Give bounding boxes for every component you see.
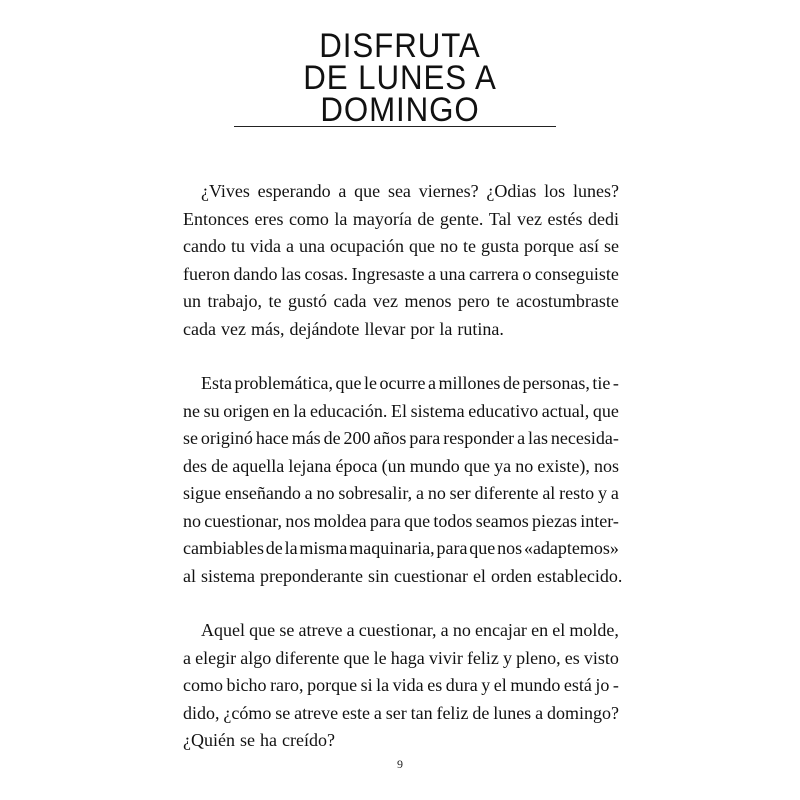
word: está [563,675,592,695]
word: a [183,647,191,668]
word: sobresalir, [338,483,413,503]
text-line [183,480,619,508]
word: orden [490,565,532,586]
word: o [522,263,532,284]
word: para [369,510,401,531]
text-line [183,178,619,206]
word: lunes [493,702,532,723]
text-line [183,672,619,700]
word: ser [449,483,471,503]
word: des [183,455,207,476]
word: todos [433,510,473,531]
word: que [592,400,619,421]
word: jo [595,675,610,695]
word: sistema [410,400,465,421]
text-line [183,645,619,673]
word: una [439,263,466,284]
word: a [415,483,424,503]
word: lunes? [572,181,619,201]
word: cuestionar, [204,510,283,531]
word: millones [438,373,501,393]
text-line [183,370,619,398]
word: lejana [288,455,332,476]
word: pleno, [516,647,561,668]
word: vez [372,291,398,311]
word: vida [392,675,424,695]
text-line [183,316,619,344]
word: cosas. [304,263,348,284]
word: que [354,181,381,201]
word: se [279,620,295,640]
word: - [612,675,619,695]
word: en [531,620,549,640]
paragraph-3 [183,617,619,755]
word: te [496,291,510,311]
word: no [515,455,534,476]
text-line [183,261,619,289]
word: a [427,263,436,284]
word: aquella [232,455,285,476]
word: gustó [287,291,327,311]
word: ser [385,702,407,723]
word: ha [259,730,277,750]
word: maquinaria, [349,538,435,558]
word: enseñando [224,483,301,503]
word: de [323,428,341,448]
word: gusta [480,236,519,256]
word: feliz [436,702,469,723]
word: hace [255,428,289,448]
word: conseguiste [534,263,619,284]
word: le [373,647,387,668]
word: (un [381,455,406,476]
word: de [502,373,520,393]
word: que [335,373,362,393]
word: nos [285,510,311,531]
word: atreve [298,620,343,640]
word: estés [547,208,583,229]
word: mundo [409,455,460,476]
word: actual, [541,400,590,421]
text-line [183,206,619,234]
word: a [427,373,436,393]
word: para [409,428,441,448]
word: no [316,483,335,503]
word: le [363,373,377,393]
word: se [239,730,255,750]
word: de [211,455,229,476]
word: atreve [294,702,339,723]
word: tie [592,373,611,393]
word: sigue [183,483,221,503]
word: seamos [475,510,529,531]
word: que [408,236,435,256]
word: domingo? [546,702,619,723]
word: y [598,483,607,503]
word: ¿Odias [486,181,537,201]
word: que [469,538,496,558]
word: elegir [195,647,237,668]
word: llevar [364,318,406,339]
word: esperando [257,181,331,201]
word: sin [367,565,389,586]
word: dejándote [289,318,360,339]
word: piezas [532,510,577,531]
word: ¿Quién [183,730,235,750]
word: problemática, [234,373,333,393]
word: visto [583,647,619,668]
text-line [183,425,619,453]
word: - [612,373,619,393]
word: ¿Vives [201,181,250,201]
word: años [373,428,407,448]
text-line [183,617,619,645]
word: se [275,702,291,723]
word: la [284,538,298,558]
word: misma [299,538,348,558]
word: resto [559,483,595,503]
word: a [517,428,526,448]
word: y [481,675,491,695]
word: la [293,400,307,421]
word: dedi [588,208,619,229]
chapter-title [0,27,800,129]
word: a [440,620,449,640]
word: su [203,400,220,421]
word: en [272,400,290,421]
word: cada [333,291,367,311]
word: mayoría [352,208,412,229]
word: Aquel [201,620,245,640]
word: te [462,236,476,256]
word: inter- [580,510,619,531]
text-line [183,535,619,563]
word: no [452,620,471,640]
word: vida [250,236,281,256]
word: moldea [313,510,367,531]
word: cando [183,236,226,256]
word: raro, [270,675,304,695]
word: si [360,675,373,695]
word: porque [307,675,358,695]
word: origen [223,400,270,421]
word: Esta [201,373,232,393]
word: el [552,620,566,640]
word: que [249,620,276,640]
word: un [183,291,201,311]
word: mundo [510,675,561,695]
word: se [603,236,619,256]
word: porque [523,236,574,256]
word: como [288,208,329,229]
word: una [299,236,325,256]
word: creído? [281,730,335,750]
word: se [183,428,198,448]
word: viernes? [418,181,479,201]
paragraph-2 [183,370,623,590]
word: es [564,647,580,668]
word: «adaptemos» [523,538,619,558]
text-line [183,700,619,728]
word: la [439,318,453,339]
paragraph-1 [183,178,619,343]
word: Ingresaste [351,263,425,284]
paragraph-spacer [183,590,619,617]
word: Entonces [183,208,249,229]
text-line [183,727,619,755]
word: educación. [309,400,388,421]
word: ocurre [379,373,426,393]
word: que [463,455,490,476]
word: tan [410,702,433,723]
chapter-title-line-3: DOMINGO [320,91,480,129]
word: el [493,675,507,695]
word: que [404,510,431,531]
word: más, [250,318,285,339]
word: sistema [201,565,255,586]
text-line [183,563,623,591]
word: diferente [474,483,539,503]
word: la [376,675,390,695]
word: diferente [275,647,340,668]
word: preponderante [260,565,363,586]
word: los [544,181,566,201]
word: feliz [466,647,499,668]
word: dando [233,263,278,284]
word: dido, [183,702,220,723]
word: necesida- [550,428,619,448]
word: bicho [226,675,267,695]
word: trabajo, [207,291,262,311]
word: sea [387,181,411,201]
word: fueron [183,263,230,284]
word: haga [390,647,425,668]
word: por [410,318,435,339]
text-line [183,233,619,261]
chapter-title-line-2: DE LUNES A [303,59,497,97]
word: que [343,647,370,668]
word: te [268,291,282,311]
word: dura [445,675,478,695]
title-underline-rule [234,126,556,127]
word: a [286,236,294,256]
chapter-body [183,178,623,755]
word: este [341,702,370,723]
word: ya [494,455,512,476]
word: de [417,208,435,229]
word: educativo [468,400,539,421]
word: ne [183,400,200,421]
word: acostumbraste [515,291,619,311]
text-line [183,288,619,316]
text-line [183,508,619,536]
word: de [472,702,490,723]
word: rutina. [457,318,504,339]
word: al [542,483,556,503]
word: vez [220,318,246,339]
word: pero [457,291,490,311]
word: ocupación [330,236,404,256]
word: las [280,263,301,284]
word: no [439,236,458,256]
word: no [427,483,446,503]
word: más [291,428,321,448]
word: no [183,510,201,531]
word: a [338,181,347,201]
word: las [528,428,548,448]
word: existe), [537,455,590,476]
word: y [503,647,513,668]
word: el [472,565,486,586]
paragraph-spacer [183,343,619,370]
word: es [427,675,443,695]
chapter-title-line-1: DISFRUTA [319,27,481,65]
word: originó [200,428,253,448]
word: carrera [468,263,519,284]
word: encajar [474,620,527,640]
word: Tal [488,208,512,229]
word: como [183,675,223,695]
word: cambiables [183,538,264,558]
page-number: 9 [397,757,403,771]
word: a [346,620,355,640]
word: establecido. [536,565,623,586]
word: a [535,702,544,723]
word: al [183,565,196,586]
word: nos [593,455,619,476]
word: a [373,702,382,723]
word: molde, [569,620,619,640]
word: la [334,208,348,229]
word: 200 [343,428,371,448]
word: gente. [439,208,484,229]
word: así [578,236,599,256]
word: nos [497,538,523,558]
word: eres [254,208,284,229]
word: personas, [522,373,590,393]
word: cada [183,318,216,339]
word: vez [517,208,543,229]
word: menos [404,291,452,311]
word: responder [443,428,515,448]
word: cuestionar [393,565,468,586]
word: para [436,538,468,558]
word: tu [230,236,245,256]
word: El [391,400,408,421]
word: ¿cómo [223,702,272,723]
word: vivir [428,647,463,668]
word: algo [240,647,272,668]
text-line [183,453,619,481]
word: época [335,455,378,476]
word: a [610,483,619,503]
word: cuestionar, [358,620,437,640]
word: a [304,483,313,503]
text-line [183,398,619,426]
word: de [265,538,283,558]
